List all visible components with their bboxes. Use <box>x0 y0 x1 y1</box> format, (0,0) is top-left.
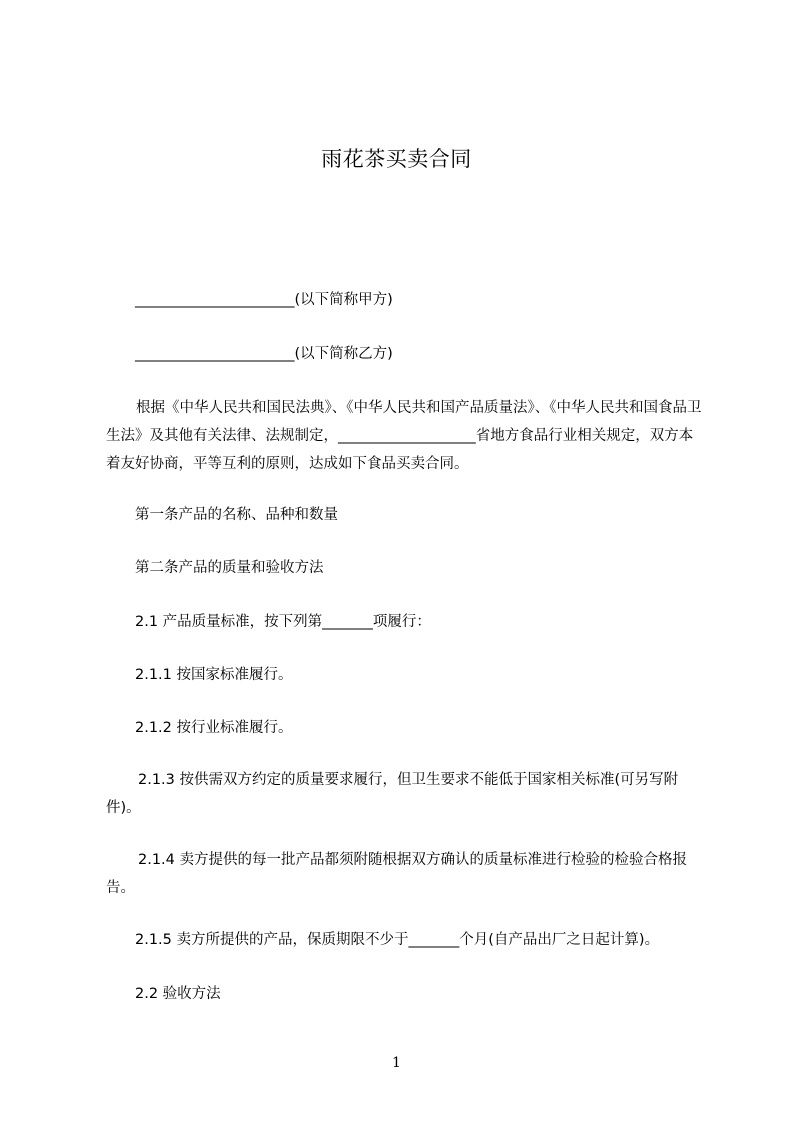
document-title: 雨花茶买卖合同 <box>321 147 472 171</box>
article-1-heading: 第一条产品的名称、品种和数量 <box>135 507 338 523</box>
clause-2-1-3-text: 2.1.3 按供需双方约定的质量要求履行，但卫生要求不能低于国家相关标准(可另写附件)。 <box>106 772 679 816</box>
clause-2-1-4-text: 2.1.4 卖方提供的每一批产品都须附随根据双方确认的质量标准进行检验的检验合格报告。 <box>106 852 688 896</box>
page-number: 1 <box>392 1055 401 1071</box>
clause-2-2: 2.2 验收方法 <box>135 986 221 1002</box>
clause-2-1: 2.1 产品质量标准，按下列第_______项履行： <box>135 614 431 630</box>
clause-2-1-4 <box>106 846 706 902</box>
clause-2-1-3 <box>106 766 706 822</box>
clause-2-1-5: 2.1.5 卖方所提供的产品，保质期限不少于_______个月(自产品出厂之日起计算)。 <box>135 932 660 948</box>
party-b-line: ______________________(以下简称乙方) <box>135 346 393 362</box>
intro-text: 根据《中华人民共和国民法典》、《中华人民共和国产品质量法》、《中华人民共和国食品卫生法》及其他有关法律、法规制定，___________________省地方食品行业相关规定，双方本着友好协商，平等互利的原则，达成如下食品买卖合同。 <box>106 400 702 472</box>
party-a-line: ______________________(以下简称甲方) <box>135 292 393 308</box>
clause-2-1-2: 2.1.2 按行业标准履行。 <box>135 720 293 736</box>
article-2-heading: 第二条产品的质量和验收方法 <box>135 560 324 576</box>
clause-2-1-1: 2.1.1 按国家标准履行。 <box>135 667 293 683</box>
intro-paragraph <box>106 394 706 478</box>
